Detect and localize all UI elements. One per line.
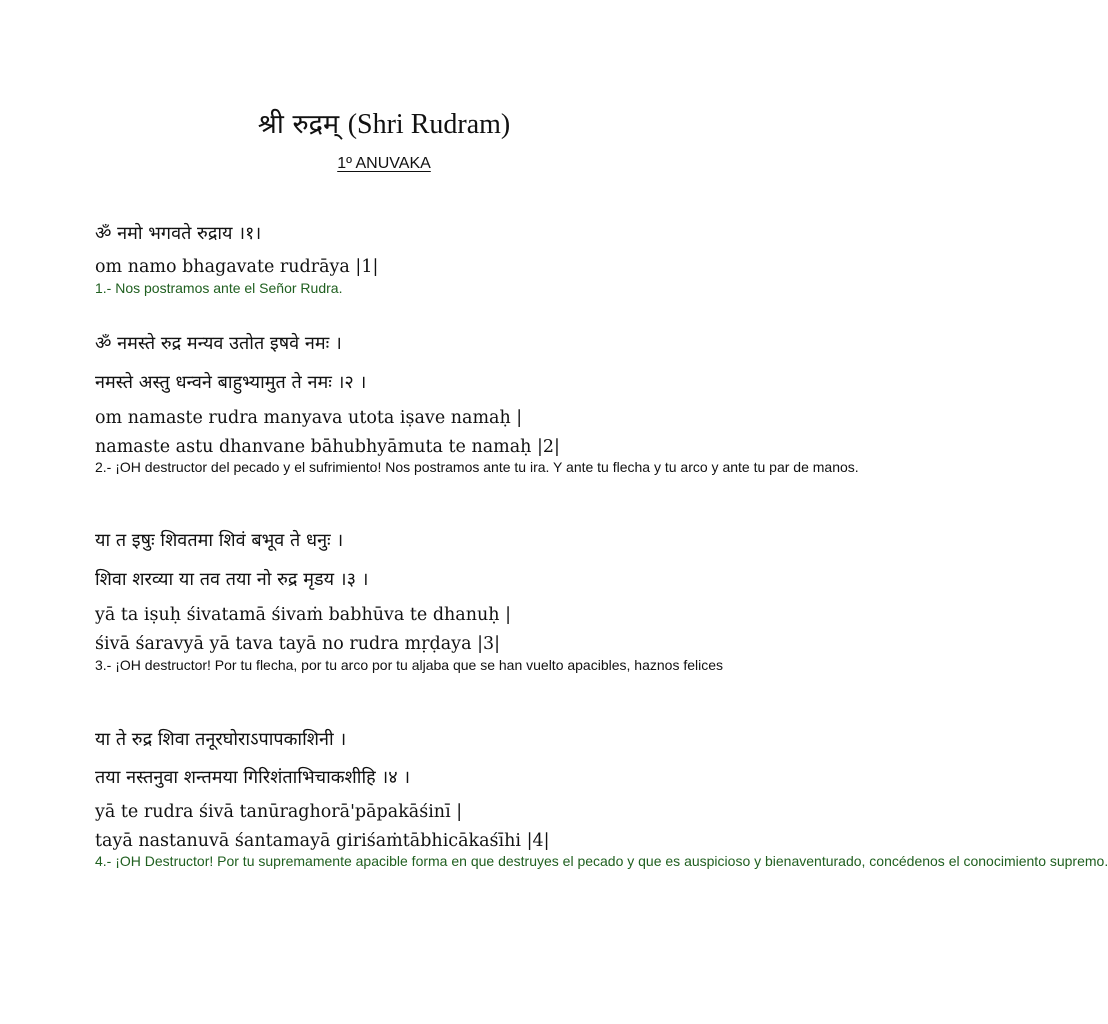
verse-4-devanagari-line-2: तया नस्तनुवा शन्तमया गिरिशंताभिचाकशीहि ।४ । (95, 767, 411, 788)
title-devanagari: श्री रुद्रम् (257, 109, 340, 140)
verse-3-transliteration-line-2: śivā śaravyā yā tava tayā no rudra mṛḍaya |3| (95, 634, 500, 654)
verse-4-transliteration-line-1: yā te rudra śivā tanūraghorā'pāpakāśinī | (95, 802, 463, 822)
verse-2-transliteration-line-1: om namaste rudra manyava utota iṣave namaḥ | (95, 408, 523, 428)
verse-2-devanagari-line-2: नमस्ते अस्तु धन्वने बाहुभ्यामुत ते नमः ।२ । (95, 372, 367, 393)
verse-4-devanagari-line-1: या ते रुद्र शिवा तनूरघोराऽपापकाशिनी । (95, 729, 347, 750)
section-heading (0, 155, 768, 173)
verse-2-transliteration-line-2: namaste astu dhanvane bāhubhyāmuta te namaḥ |2| (95, 437, 560, 457)
verse-1-transliteration-line-1: om namo bhagavate rudrāya |1| (95, 257, 379, 277)
title-latin: (Shri Rudram) (347, 109, 511, 140)
verse-3-transliteration-line-1: yā ta iṣuḥ śivatamā śivaṁ babhūva te dhanuḥ | (95, 605, 511, 625)
verse-4-translation: 4.- ¡OH Destructor! Por tu supremamente apacible forma en que destruyes el pecado y que es auspicioso y bienaventurado, concédenos el conocimiento supremo. (95, 853, 1108, 869)
verse-3-devanagari-line-2: शिवा शरव्या या तव तया नो रुद्र मृडय ।३ । (95, 569, 369, 590)
verse-2-devanagari-line-1: ॐ नमस्ते रुद्र मन्यव उतोत इषवे नमः । (95, 333, 342, 354)
page-title (0, 104, 768, 141)
verse-1-translation: 1.- Nos postramos ante el Señor Rudra. (95, 280, 343, 296)
verse-3-devanagari-line-1: या त इषुः शिवतमा शिवं बभूव ते धनुः । (95, 530, 344, 551)
verse-2-translation: 2.- ¡OH destructor del pecado y el sufrimiento! Nos postramos ante tu ira. Y ante tu flecha y tu arco y ante tu par de manos. (95, 459, 859, 475)
verse-4-transliteration-line-2: tayā nastanuvā śantamayā giriśaṁtābhicākaśīhi |4| (95, 831, 550, 851)
verse-1-devanagari-line-1: ॐ नमो भगवते रुद्राय ।१। (95, 223, 262, 244)
section-heading-text: 1º ANUVAKA (337, 155, 431, 172)
verse-3-translation: 3.- ¡OH destructor! Por tu flecha, por tu arco por tu aljaba que se han vuelto apacibles, haznos felices (95, 657, 724, 673)
